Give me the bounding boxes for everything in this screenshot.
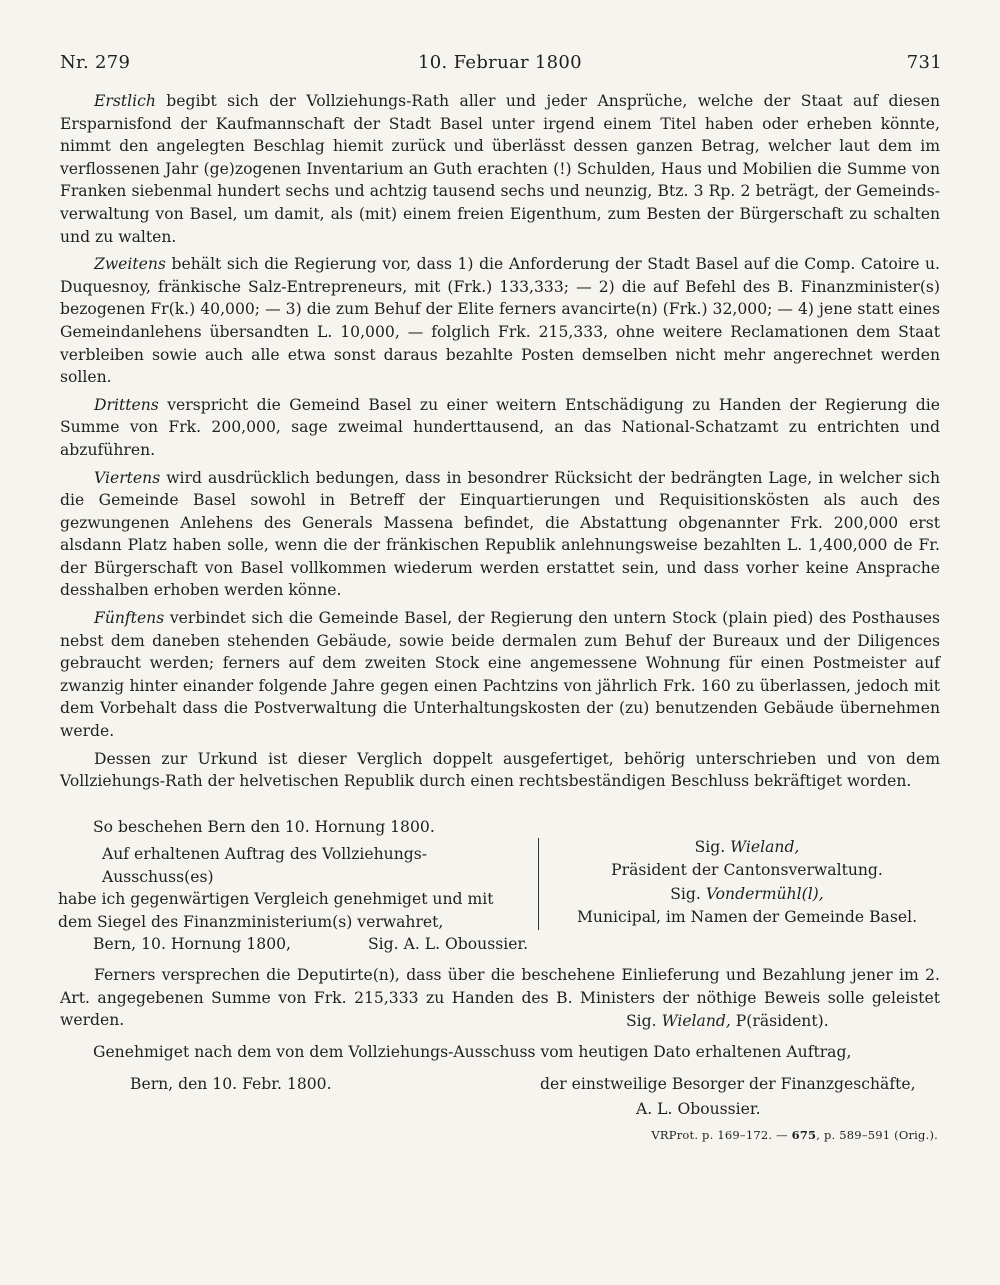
bern-date-line: Bern, 10. Hornung 1800, — [93, 935, 292, 953]
signature-name: Wieland, — [661, 1012, 731, 1030]
reference-text: , p. 589–591 (Orig.). — [816, 1128, 938, 1142]
paragraph-text: Dessen zur Urkund ist dieser Verglich doppelt ausgefertiget, behörig unterschrieben und von dem Vollziehungs-Rath der helvetischen Republik durch einen rechtsbeständigen Beschluss bekräftiget worden. — [60, 749, 940, 791]
signature-name: Vondermühl(l), — [705, 885, 824, 903]
signature-wieland — [552, 836, 942, 881]
paragraph-viertens — [60, 467, 940, 603]
signature-suffix: P(räsident). — [730, 1012, 829, 1030]
paragraph-lead: Fünftens — [94, 609, 165, 628]
signature-wieland-praesident — [626, 1010, 829, 1033]
bern-date-line-2: Bern, den 10. Febr. 1800. — [130, 1075, 332, 1093]
genehmiget-line: Genehmiget nach dem von dem Vollziehungs-Ausschuss vom heutigen Dato erhaltenen Auftrag, — [93, 1043, 852, 1061]
paragraph-text: Ferners versprechen die Deputirte(n), dass über die beschehene Einlieferung und Bezahlung jener im 2. Art. angegebenen Summe von Frk. 215,333 zu Handen des B. Ministers der nöthige Beweis solle geleistet werden. — [60, 966, 940, 1030]
approval-line: dem Siegel des Finanzministerium(s) verwahret, — [58, 912, 444, 931]
source-reference — [651, 1128, 938, 1142]
paragraph-fuenftens — [60, 607, 940, 743]
paragraph-lead: Drittens — [94, 395, 159, 414]
signature-line — [552, 883, 942, 906]
signature-title: Präsident der Cantonsverwaltung. — [611, 860, 883, 879]
signature-prefix: Sig. — [694, 838, 731, 856]
paragraph-text: verspricht die Gemeind Basel zu einer weitern Entschädigung zu Handen der Regierung die Summe von Frk. 200,000, sage zweimal hunderttausend, an das National-Schatzamt zu entrichten und abzuführen. — [60, 395, 940, 459]
paragraph-zweitens — [60, 253, 940, 389]
paragraph-text: begibt sich der Vollziehungs-Rath aller und jeder Ansprüche, welche der Staat auf diesen Ersparnisfond der Kaufmannschaft der Stadt Basel unter irgend einem Titel haben oder erheben könnte, nimmt den angelegten Beschlag hiemit zurück und überlässt dessen ganzen Betrag, welcher laut dem im verflossenen Jahr (ge)zogenen Inventarium an Guth erachten (!) Schulden, Haus und Mobilien die Summe von Franken siebenmal hundert sechs und achtzig tausend sechs und neunzig, Btz. 3 Rp. 2 beträgt, der Gemeinds-verwaltung von Basel, um damit, als (mit) einem freien Eigenthum, zum Besten der Bürgerschaft zu schalten und zu walten. — [60, 92, 940, 246]
document-date: 10. Februar 1800 — [418, 52, 582, 73]
paragraph-lead: Erstlich — [94, 92, 156, 110]
page-number: 731 — [906, 52, 942, 73]
reference-text: VRProt. p. 169–172. — — [651, 1128, 792, 1142]
paragraph-lead: Zweitens — [94, 255, 166, 274]
signature-title: Municipal, im Namen der Gemeinde Basel. — [576, 907, 918, 926]
paragraph-text: behält sich die Regierung vor, dass 1) die Anforderung der Stadt Basel auf die Comp. Catoire u. Duquesnoy, fränkische Salz-Entrepreneurs, mit (Frk.) 133,333; — 2) die auf Befehl des B. Finanzminister(s) bezogenen Fr(k.) 40,000; — 3) die zum Behuf der Elite ferners avancirte(n) (Frk.) 32,000; — 4) jene statt eines Gemeindanlehens übersandten L. 10,000, — folglich Frk. 215,333, ohne weitere Reclamationen dem Staat verbleiben sowie auch alle etwa sonst daraus bezahlte Posten demselben nicht mehr angerechnet werden sollen. — [60, 255, 940, 387]
signature-vondermuehl — [552, 883, 942, 928]
document-number: Nr. 279 — [60, 52, 131, 73]
signature-prefix: Sig. — [626, 1012, 662, 1030]
paragraph-urkund — [60, 748, 940, 793]
document-body — [60, 90, 940, 798]
signature-name: Wieland, — [730, 838, 800, 856]
approval-line: habe ich gegenwärtigen Vergleich genehmiget und mit — [58, 890, 494, 909]
paragraph-text: verbindet sich die Gemeinde Basel, der Regierung den untern Stock (plain pied) des Posthauses nebst dem daneben stehenden Gebäude, sowie beide dermalen zum Behuf der Bureaux und der Diligences gebraucht werden; ferners auf dem zweiten Stock eine angemessene Wohnung für einen Postmeister auf zwanzig hinter einander folgende Jahre gegen einen Pachtzins von jährlich Frk. 160 zu überlassen, jedoch mit dem Vorbehalt dass die Postverwaltung die Unterhaltungskosten der (zu) benutzenden Gebäude übernehmen werde. — [60, 609, 940, 741]
approval-block — [58, 843, 528, 933]
signature-prefix: Sig. — [670, 885, 706, 903]
paragraph-erstlich — [60, 90, 940, 248]
oboussier-signature: Sig. A. L. Oboussier. — [368, 935, 529, 953]
reference-bold: 675 — [791, 1128, 817, 1142]
signature-line — [552, 836, 942, 859]
besorger-line: der einstweilige Besorger der Finanzgeschäfte, — [540, 1075, 916, 1093]
column-divider — [538, 838, 539, 930]
final-signature: A. L. Oboussier. — [636, 1100, 761, 1118]
paragraph-lead: Viertens — [94, 468, 161, 487]
paragraph-drittens — [60, 394, 940, 462]
place-date-line: So beschehen Bern den 10. Hornung 1800. — [93, 818, 435, 836]
approval-line: Auf erhaltenen Auftrag des Vollziehungs-Ausschuss(es) — [102, 845, 428, 886]
paragraph-text: wird ausdrücklich bedungen, dass in besondrer Rücksicht der bedrängten Lage, in welcher sich die Gemeinde Basel sowohl in Betreff der Einquartierungen und Requisitionskösten als auch des gezwungenen Anlehens des Generals Massena befindet, die Abstattung obgenannter Frk. 200,000 erst alsdann Platz haben solle, wenn die der fränkischen Republik anlehnungsweise bezahlten L. 1,400,000 de Fr. der Bürgerschaft von Basel vollkommen wiederum werden erstattet sein, und dass vorher keine Ansprache desshalben erhoben werden könne. — [60, 468, 940, 600]
